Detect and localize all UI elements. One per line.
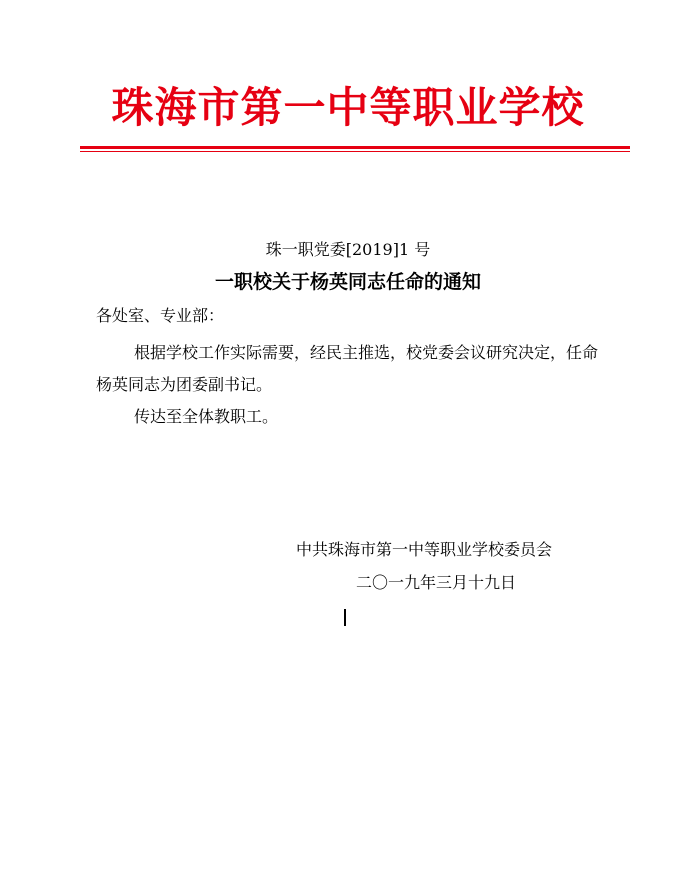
- letterhead-red-rule: [80, 146, 630, 149]
- letterhead-school-name: 珠海市第一中等职业学校: [111, 83, 585, 132]
- letterhead-red-rule-thin: [80, 151, 630, 152]
- text-cursor: [344, 609, 346, 626]
- document-number: 珠一职党委[2019]1 号: [265, 240, 431, 259]
- salutation: 各处室、专业部：: [96, 306, 225, 325]
- document-title: 一职校关于杨英同志任命的通知: [214, 271, 481, 293]
- signatory: 中共珠海市第一中等职业学校委员会: [296, 540, 553, 559]
- body-paragraph-distribution: 传达至全体教职工。: [134, 407, 279, 426]
- body-paragraph-appointment: 根据学校工作实际需要，经民主推选，校党委会议研究决定，任命杨英同志为团委副书记。: [96, 343, 599, 394]
- signature-date: 二〇一九年三月十九日: [356, 573, 517, 592]
